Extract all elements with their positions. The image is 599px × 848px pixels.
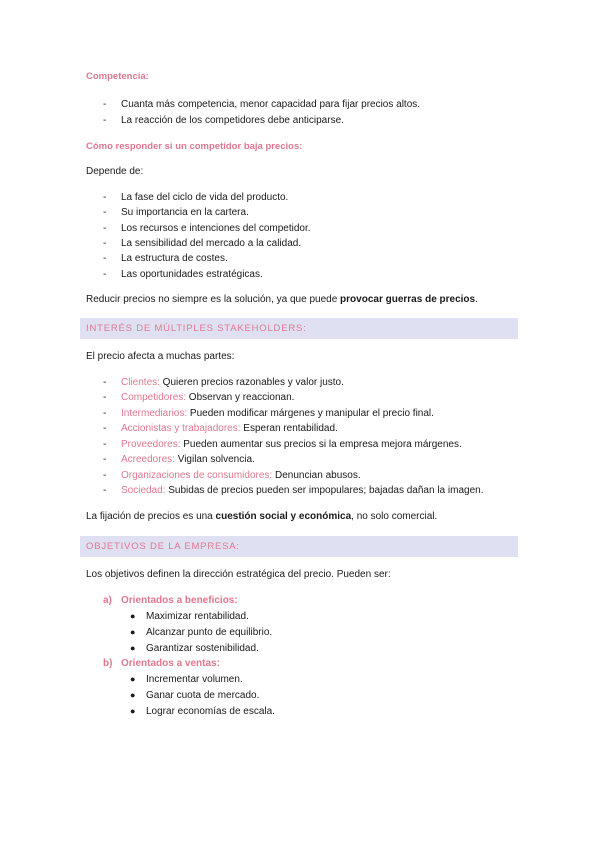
list-item: - La sensibilidad del mercado a la calidad. (103, 238, 302, 249)
stakeholders-note: La fijación de precios es una cuestión social y económica, no solo comercial. (86, 511, 438, 522)
competencia-heading: Competencia: (86, 71, 149, 82)
stakeholders-section-title: INTERÉS DE MÚLTIPLES STAKEHOLDERS: (86, 323, 307, 334)
objetivos-section-title: OBJETIVOS DE LA EMPRESA: (86, 541, 240, 552)
list-item: - La fase del ciclo de vida del producto. (103, 192, 289, 203)
objetivos-intro: Los objetivos definen la dirección estratégica del precio. Pueden ser: (86, 569, 391, 580)
list-item: - Competidores: Observan y reaccionan. (103, 392, 295, 403)
list-item: - Los recursos e intenciones del competidor. (103, 223, 311, 234)
list-item: ● Ganar cuota de mercado. (130, 690, 260, 701)
list-item: ● Lograr economías de escala. (130, 706, 275, 717)
stakeholders-intro: El precio afecta a muchas partes: (86, 351, 235, 362)
list-item: - La reacción de los competidores debe anticiparse. (103, 115, 344, 126)
objetivos-a-heading: a) Orientados a beneficios: (103, 595, 238, 606)
list-item: - Organizaciones de consumidores: Denuncian abusos. (103, 470, 361, 481)
objetivos-section-band (80, 536, 518, 557)
list-item: - Clientes: Quieren precios razonables y valor justo. (103, 377, 344, 388)
list-item: ● Incrementar volumen. (130, 674, 243, 685)
list-item: - Sociedad: Subidas de precios pueden ser impopulares; bajadas dañan la imagen. (103, 485, 484, 496)
list-item: ● Alcanzar punto de equilibrio. (130, 627, 273, 638)
stakeholders-section-band (80, 318, 518, 339)
responder-heading: Cómo responder si un competidor baja precios: (86, 141, 303, 152)
list-item: - Cuanta más competencia, menor capacidad para fijar precios altos. (103, 99, 421, 110)
responder-intro: Depende de: (86, 166, 144, 177)
list-item: - La estructura de costes. (103, 253, 228, 264)
list-item: - Su importancia en la cartera. (103, 207, 249, 218)
list-item: ● Maximizar rentabilidad. (130, 611, 249, 622)
list-item: - Intermediarios: Pueden modificar márgenes y manipular el precio final. (103, 408, 434, 419)
list-item: - Acreedores: Vigilan solvencia. (103, 454, 255, 465)
objetivos-b-heading: b) Orientados a ventas: (103, 658, 220, 669)
responder-note: Reducir precios no siempre es la solución, ya que puede provocar guerras de precios. (86, 294, 478, 305)
list-item: - Proveedores: Pueden aumentar sus precios si la empresa mejora márgenes. (103, 439, 462, 450)
list-item: - Accionistas y trabajadores: Esperan rentabilidad. (103, 423, 338, 434)
list-item: - Las oportunidades estratégicas. (103, 269, 263, 280)
list-item: ● Garantizar sostenibilidad. (130, 643, 259, 654)
